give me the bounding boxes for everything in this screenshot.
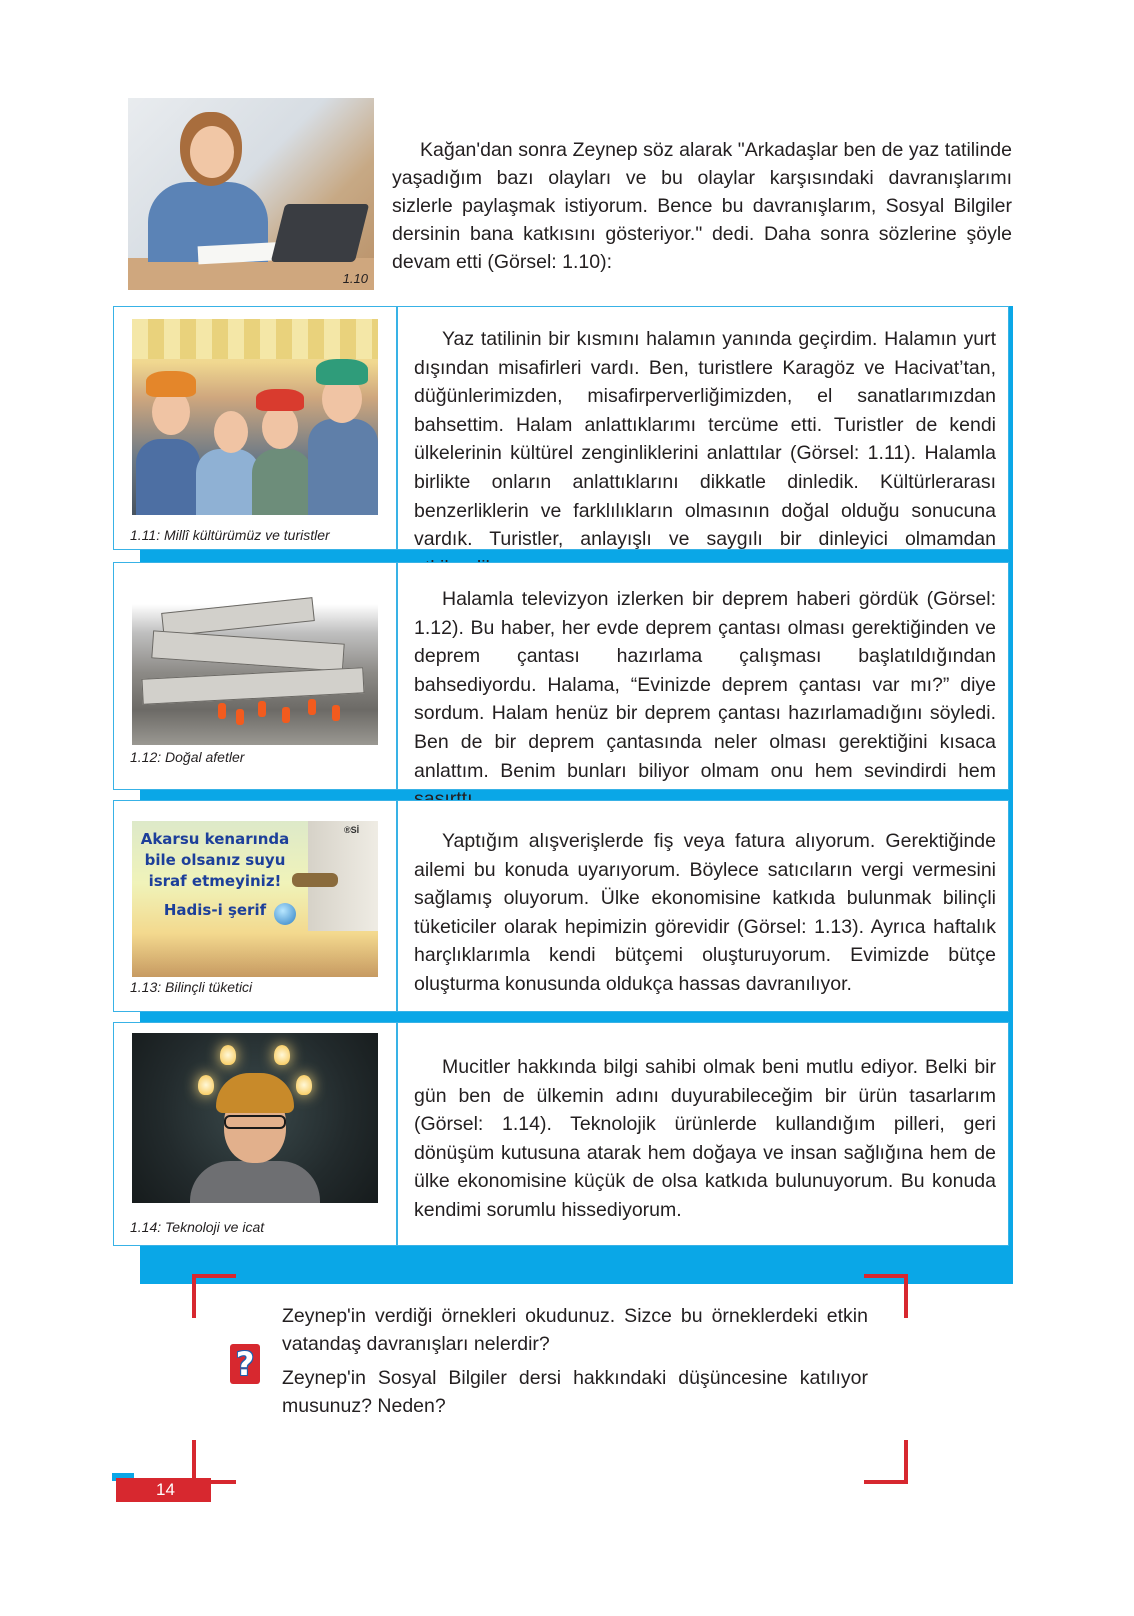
- row-text: [414, 325, 996, 582]
- tablet-shape: [271, 204, 369, 262]
- row-paragraph: Yaptığım alışverişlerde fiş veya fatura alıyorum. Gerektiğinde ailemi bu konuda uyarıyorum. Böylece satıcıların vergi vermesini sağlamış oluyorum. Ülke ekonomisine katkıda bulunmak bilinçli tüketiciler olarak hepimizin görevidir (Görsel: 1.13). Ayrıca haftalık harçlıklarımla kendi bütçemi oluşturuyorum. Evimizde bütçe oluşturma konusunda oldukça hassas davranılıyor.: [414, 830, 996, 995]
- row-paragraph: Mucitler hakkında bilgi sahibi olmak beni mutlu ediyor. Belki bir gün ben de ülkemin adını duyurabileceğim bir ürün tasarlarım (Görsel: 1.14). Teknolojik ürünlerde kullandığım pilleri, geri dönüşüm kutusuna atarak hem doğaya ve insan sağlığına hem de ülke ekonomisine küçük de olsa katkıda bulunuyorum. Bu konuda kendimi sorumlu hissediyorum.: [414, 1056, 996, 1221]
- photo-caption-1-10: 1.10: [342, 271, 368, 286]
- page-number: 14: [116, 1478, 211, 1502]
- helmet-shape: [216, 1073, 294, 1113]
- collapsed-slab: [141, 667, 364, 705]
- rescue-worker: [282, 707, 290, 723]
- girl-face-shape: [190, 126, 234, 178]
- story-row-earthquake: [113, 562, 1009, 790]
- rescue-worker: [218, 703, 226, 719]
- kid-body: [196, 449, 260, 515]
- caption-1-14: 1.14: Teknoloji ve icat: [130, 1219, 265, 1235]
- row-divider: [396, 801, 398, 1011]
- row-text: [414, 1053, 996, 1225]
- light-bulb-icon: [220, 1045, 236, 1065]
- row-divider: [396, 307, 398, 549]
- kid-scarf: [256, 389, 304, 411]
- row-paragraph: Halamla televizyon izlerken bir deprem haberi gördük (Görsel: 1.12). Bu haber, her evde deprem çantası olması gerektiğinden ve deprem çantası hazırlama çalışması başlatıldığından bahsediyordu. Halama, “Evinizde deprem çantası var mı?” diye sordum. Halam henüz bir deprem çantası hazırlamadığını söyledi. Ben de bir deprem çantasında neler olması gerektiğini kısaca anlattım. Benim bunları biliyor olmam onu hem sevindirdi hem: [414, 588, 996, 782]
- collapsed-slab: [161, 597, 315, 637]
- boy-shirt: [190, 1161, 320, 1203]
- kid-face: [214, 411, 248, 453]
- poster-logo: ®Sİ: [344, 825, 360, 835]
- desk-shape: [128, 258, 374, 290]
- poster-line-3: israf etmeyiniz!: [148, 872, 282, 890]
- rescue-worker: [236, 709, 244, 725]
- kid-body: [252, 449, 312, 515]
- water-poster-photo: [132, 821, 378, 977]
- poster-line-1: Akarsu kenarında: [140, 830, 290, 848]
- kid-scarf: [316, 359, 368, 385]
- collapsed-slab: [151, 630, 344, 671]
- tourists-photo: [132, 319, 378, 515]
- row-divider: [396, 563, 398, 789]
- kid-face: [262, 405, 298, 449]
- intro-paragraph: [392, 136, 1012, 276]
- question-text: [282, 1302, 868, 1426]
- poster-source: Hadis-i şerif: [163, 901, 267, 919]
- girl-studying-photo: [128, 98, 374, 290]
- row-divider: [396, 1023, 398, 1245]
- caption-1-11: 1.11: Millî kültürümüz ve turistler: [130, 527, 330, 543]
- kid-body: [136, 439, 200, 515]
- rescue-worker: [258, 701, 266, 717]
- bracket-corner-top-right: [864, 1274, 908, 1318]
- kid-scarf: [146, 371, 196, 397]
- story-row-consumer: [113, 800, 1009, 1012]
- market-awning: [132, 319, 378, 359]
- caption-1-12: 1.12: Doğal afetler: [130, 749, 245, 765]
- question-mark-icon: ?: [230, 1344, 260, 1384]
- question-1: Zeynep'in verdiği örnekleri okudunuz. Sizce bu örneklerdeki etkin vatandaş davranışları nelerdir?: [282, 1305, 868, 1355]
- row-text: [414, 827, 996, 999]
- story-row-technology: [113, 1022, 1009, 1246]
- light-bulb-icon: [274, 1045, 290, 1065]
- earthquake-photo: [132, 585, 378, 745]
- light-bulb-icon: [296, 1075, 312, 1095]
- bracket-corner-bottom-right: [864, 1440, 908, 1484]
- bracket-corner-top-left: [192, 1274, 236, 1318]
- caption-1-13: 1.13: Bilinçli tüketici: [130, 979, 253, 995]
- row-paragraph: Yaz tatilinin bir kısmını halamın yanında geçirdim. Halamın yurt dışından misafirleri vardı. Ben, turistlere Karagöz ve Hacivat’tan, düğünlerimizden, misafirperverliğimizden, el sanatlarımızdan bahsettim. Halam anlattıklarımı tercüme etti. Turistler de kendi ülkelerinin kültürel zenginliklerini anlattılar (Görsel: 1.11). Halamla birlikte onların anlattıklarını dikkatle dinledik. Kültürlerarası benzerliklerin ve farklılıkların olmasının doğal olduğu sonucuna vardık. Turistler, anlayışlı ve saygılı bir dinleyici olmamdan: [414, 328, 996, 551]
- rescue-worker: [308, 699, 316, 715]
- question-2: Zeynep'in Sosyal Bilgiler dersi hakkındaki düşüncesine katılıyor musunuz? Neden?: [282, 1367, 868, 1417]
- light-bulb-icon: [198, 1075, 214, 1095]
- poster-line-2: bile olsanız suyu: [144, 851, 286, 869]
- rescue-worker: [332, 705, 340, 721]
- kid-body: [308, 419, 378, 515]
- poster-text: [132, 829, 298, 921]
- row-text: [414, 585, 996, 814]
- intro-text: Kağan'dan sonra Zeynep söz alarak "Arkadaşlar ben de yaz tatilinde yaşadığım bazı olayları ve bu olaylar karşısındaki davranışlarımı sizlerle paylaşmak istiyorum. Bence bu davranışlarım, Sosyal Bilgiler dersinin bana katkısını gösteriyor." dedi. Daha sonra sözlerine şöyle devam etti (Görsel: 1.10):: [392, 139, 1012, 273]
- faucet-icon: [292, 873, 338, 887]
- story-row-tourists: [113, 306, 1009, 550]
- glasses-shape: [224, 1115, 286, 1129]
- inventor-photo: [132, 1033, 378, 1203]
